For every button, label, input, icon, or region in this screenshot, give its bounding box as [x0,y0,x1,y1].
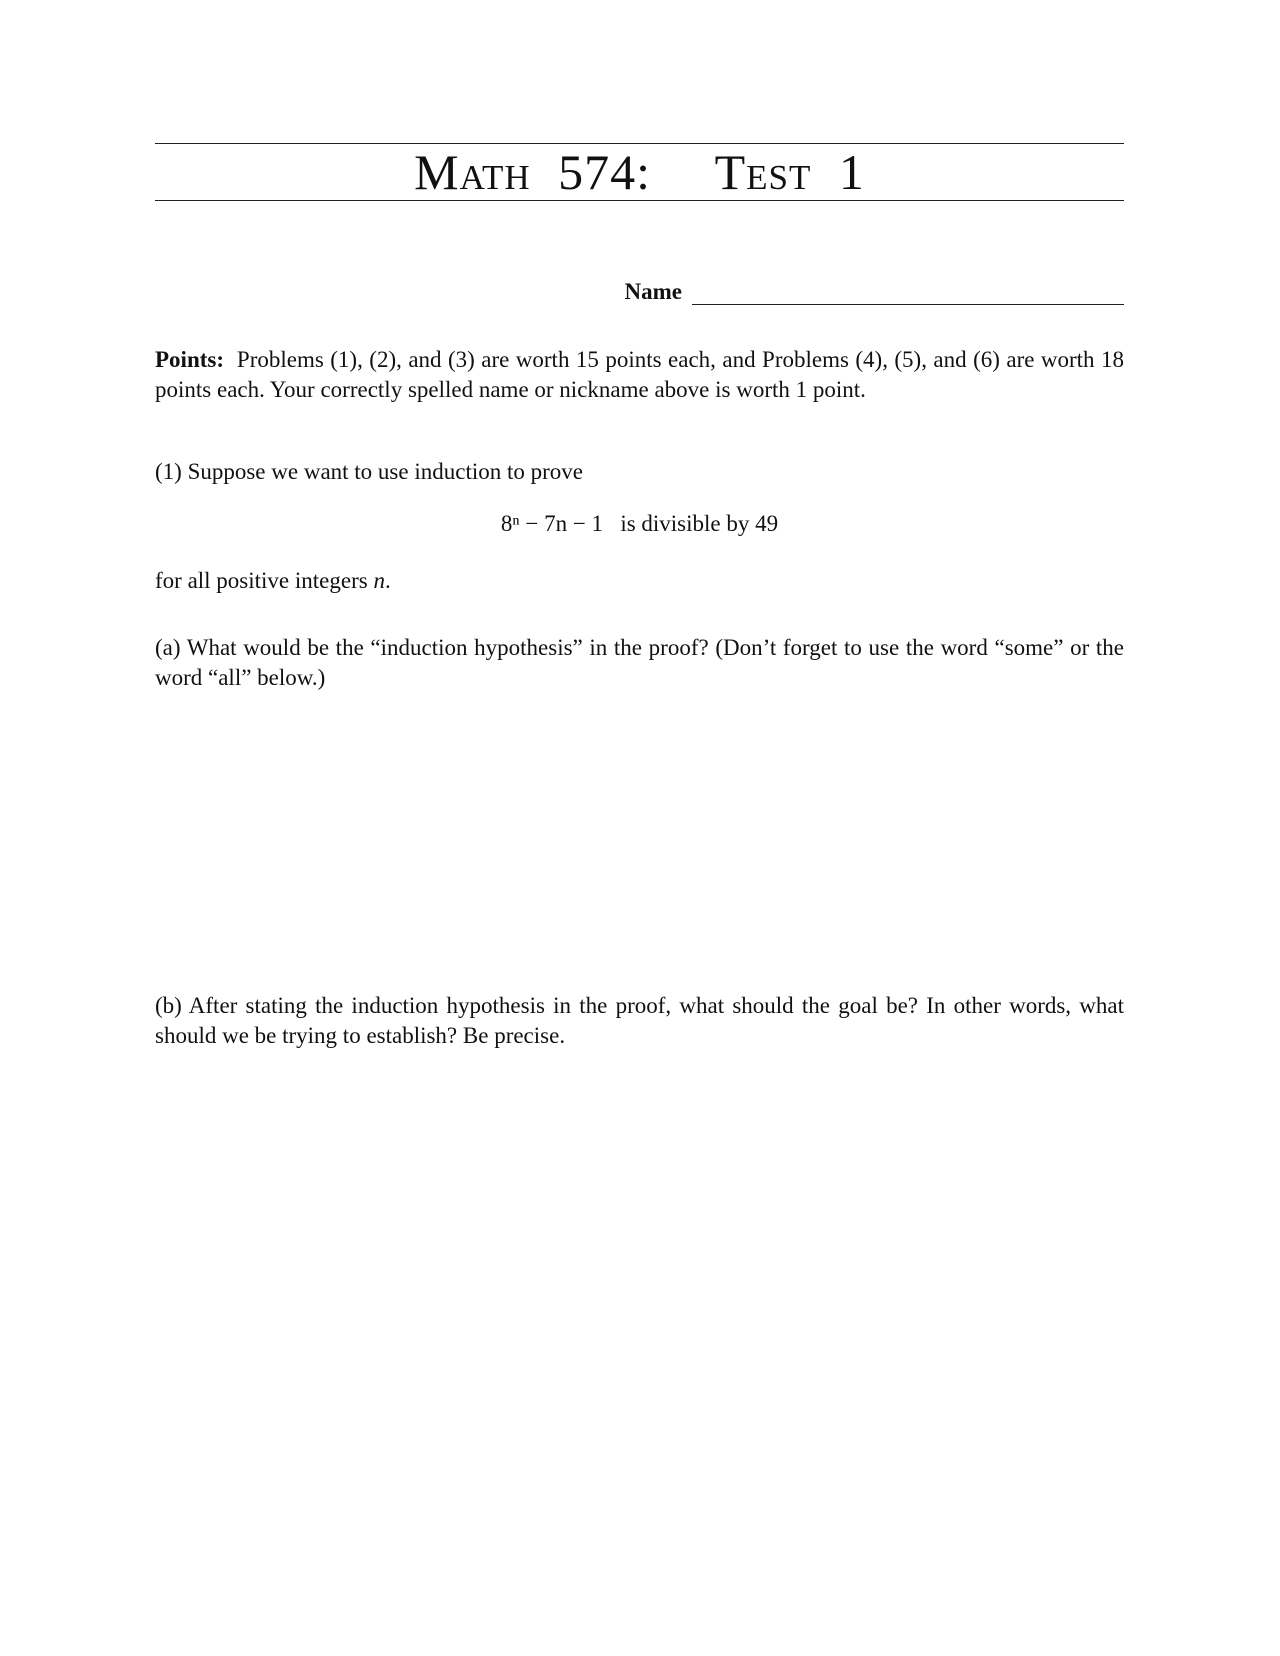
course-title: Math 574: [414,144,652,200]
test-title: Test 1 [714,144,865,200]
problem1-formula [155,511,1124,537]
title-bottom-rule [155,200,1124,201]
points-text: Problems (1), (2), and (3) are worth 15 points each, and Problems (4), (5), and (6) are worth 18 points each. Your correctly spelled name or nickname above is worth 1 point. [155,347,1124,402]
points-label: Points: [155,347,224,372]
name-blank-line[interactable] [692,278,1124,305]
problem1-intro: (1) Suppose we want to use induction to prove [155,459,583,484]
problem1-part-a: (a) What would be the “induction hypothesis” in the proof? (Don’t forget to use the word “some” or the word “all” below.) [155,635,1124,690]
points-paragraph [155,345,1124,405]
name-label: Name [624,279,682,304]
name-field [625,278,1124,305]
formula-math: 8ⁿ − 7n − 1 [500,511,604,536]
problem1-for-all: for all positive integers n. [155,568,391,593]
page-title [155,143,1124,201]
for-all-text: for all positive integers [155,568,368,593]
problem1-part-b: (b) After stating the induction hypothesis in the proof, what should the goal be? In other words, what should we be trying to establish? Be precise. [155,993,1124,1048]
formula-text: is divisible by 49 [620,511,779,536]
variable-n: n [373,568,385,593]
